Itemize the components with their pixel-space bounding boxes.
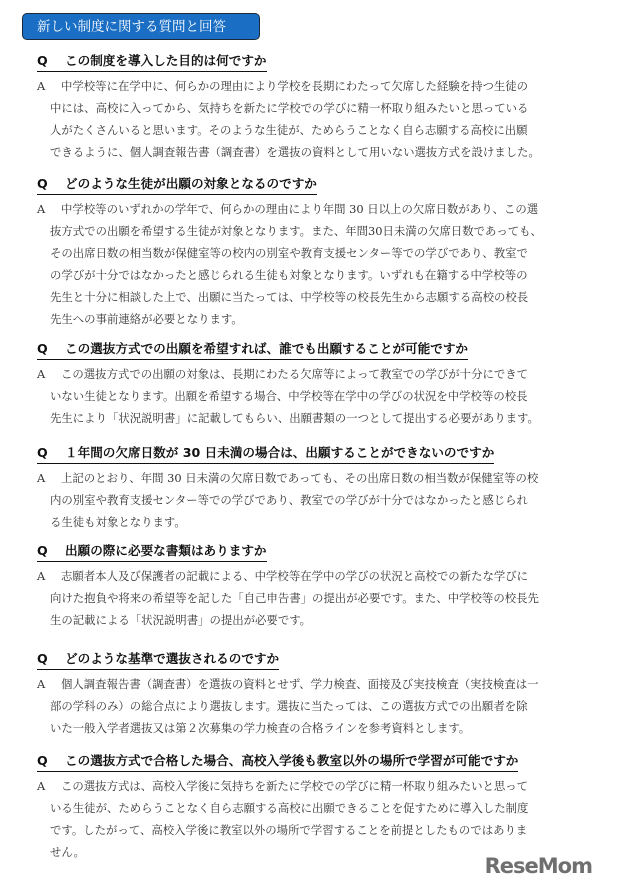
- answer-line: いた一般入学者選抜又は第２次募集の学力検査の合格ラインを参考資料とします。: [50, 721, 471, 735]
- answer-line: [37, 198, 592, 220]
- answer-text: この選抜方式での出願の対象は、長期にわたる欠席等によって教室での学びが十分にできて: [61, 367, 529, 381]
- answer-line: の学びが十分ではなかったと感じられる生徒も対象となります。いずれも在籍する中学校等の: [50, 268, 528, 282]
- answer-line: [37, 673, 592, 695]
- a-mark: A: [37, 471, 46, 485]
- answer-line: [37, 467, 592, 489]
- qa-item: [37, 442, 592, 533]
- answer-line: [37, 565, 592, 587]
- answer-text: 上記のとおり、年間 30 日未満の欠席日数であっても、その出席日数の相当数が保健室等の校: [61, 471, 539, 485]
- question-heading: [37, 52, 267, 72]
- answer-line: 人がたくさんいると思います。そのような生徒が、ためらうことなく自ら志願する高校に出願: [50, 123, 528, 137]
- qa-item: [37, 50, 592, 163]
- answer: [37, 565, 592, 631]
- answer-line: [37, 363, 592, 385]
- question-text: この選抜方式での出願を希望すれば、誰でも出願することが可能ですか: [65, 341, 468, 356]
- question-heading: [37, 752, 518, 772]
- answer: [37, 673, 592, 739]
- q-mark: Q: [37, 176, 48, 191]
- answer-line: その出席日数の相当数が保健室等の校内の別室や教育支援センター等での学びであり、教室で: [50, 246, 528, 260]
- answer-line: 内の別室や教育支援センター等での学びであり、教室での学びが十分ではなかったと感じられ: [50, 493, 528, 507]
- answer: [37, 363, 592, 429]
- answer-text: 志願者本人及び保護者の記載による、中学校等在学中の学びの状況と高校での新たな学びに: [61, 569, 529, 583]
- answer: [37, 467, 592, 533]
- answer-line: る生徒も対象となります。: [50, 515, 186, 529]
- answer-line: いる生徒が、ためらうことなく自ら志願する高校に出願できることを促すために導入した制度: [50, 801, 529, 815]
- answer-text: この選抜方式は、高校入学後に気持ちを新たに学校での学びに精一杯取り組みたいと思って: [61, 779, 529, 793]
- answer-line: 先生への事前連絡が必要となります。: [50, 312, 243, 326]
- answer-line: 先生により「状況説明書」に記載してもらい、出願書類の一つとして提出する必要があります。: [50, 411, 539, 425]
- answer-line: せん。: [50, 845, 85, 859]
- question-heading: [37, 650, 279, 670]
- q-mark: Q: [37, 53, 48, 68]
- answer-line: 中には、高校に入ってから、気持ちを新たに学校での学びに精一杯取り組みたいと思っている: [50, 101, 529, 115]
- q-mark: Q: [37, 341, 48, 356]
- a-mark: A: [37, 569, 46, 583]
- resemom-logo: ReseMom: [484, 854, 592, 878]
- answer-text: 個人調査報告書（調査書）を選抜の資料とせず、学力検査、面接及び実技検査（実技検査は一: [61, 677, 539, 691]
- answer-line: いない生徒となります。出願を希望する場合、中学校等在学中の学びの状況を中学校等の校長: [50, 389, 528, 403]
- qa-item: [37, 648, 592, 739]
- qa-item: [37, 750, 592, 863]
- answer: [37, 775, 592, 863]
- answer-line: できるように、個人調査報告書（調査書）を選抜の資料として用いない選抜方式を設けました。: [50, 145, 540, 159]
- qa-item: [37, 338, 592, 429]
- answer-line: 先生と十分に相談した上で、出願に当たっては、中学校等の校長先生から志願する高校の校長: [50, 290, 529, 304]
- question-heading: [37, 340, 468, 360]
- question-text: どのような生徒が出願の対象となるのですか: [65, 176, 317, 191]
- question-heading: [37, 175, 317, 195]
- q-mark: Q: [37, 543, 48, 558]
- answer-line: です。したがって、高校入学後に教室以外の場所で学習することを前提としたものではありま: [50, 823, 528, 837]
- answer-line: 生の記載による「状況説明書」の提出が必要です。: [50, 613, 312, 627]
- q-mark: Q: [37, 445, 48, 460]
- answer-line: 部の学科のみ）の総合点により選抜します。選抜に当たっては、この選抜方式での出願者を除: [50, 699, 528, 713]
- a-mark: A: [37, 367, 46, 381]
- answer-line: 向けた抱負や将来の希望等を記した「自己申告書」の提出が必要です。また、中学校等の校長先: [50, 591, 539, 605]
- question-text: 出願の際に必要な書類はありますか: [65, 543, 267, 558]
- question-text: どのような基準で選抜されるのですか: [65, 651, 280, 666]
- a-mark: A: [37, 202, 46, 216]
- question-heading: [37, 542, 267, 562]
- answer-text: 中学校等のいずれかの学年で、何らかの理由により年間 30 日以上の欠席日数があり、この選: [61, 202, 539, 216]
- question-heading: [37, 444, 494, 464]
- q-mark: Q: [37, 753, 48, 768]
- answer: [37, 75, 592, 163]
- section-title: 新しい制度に関する質問と回答: [22, 13, 260, 40]
- a-mark: A: [37, 779, 46, 793]
- question-text: １年間の欠席日数が 30 日未満の場合は、出願することができないのですか: [65, 445, 495, 460]
- answer-line: [37, 775, 592, 797]
- qa-item: [37, 173, 592, 330]
- question-text: この選抜方式で合格した場合、高校入学後も教室以外の場所で学習が可能ですか: [65, 753, 519, 768]
- answer: [37, 198, 592, 330]
- answer-text: 中学校等に在学中に、何らかの理由により学校を長期にわたって欠席した経験を持つ生徒の: [61, 79, 529, 93]
- a-mark: A: [37, 677, 46, 691]
- answer-line: 抜方式での出願を希望する生徒が対象となります。また、年間30日未満の欠席日数であっても、: [50, 224, 542, 238]
- question-text: この制度を導入した目的は何ですか: [65, 53, 267, 68]
- q-mark: Q: [37, 651, 48, 666]
- answer-line: [37, 75, 592, 97]
- qa-item: [37, 540, 592, 631]
- a-mark: A: [37, 79, 46, 93]
